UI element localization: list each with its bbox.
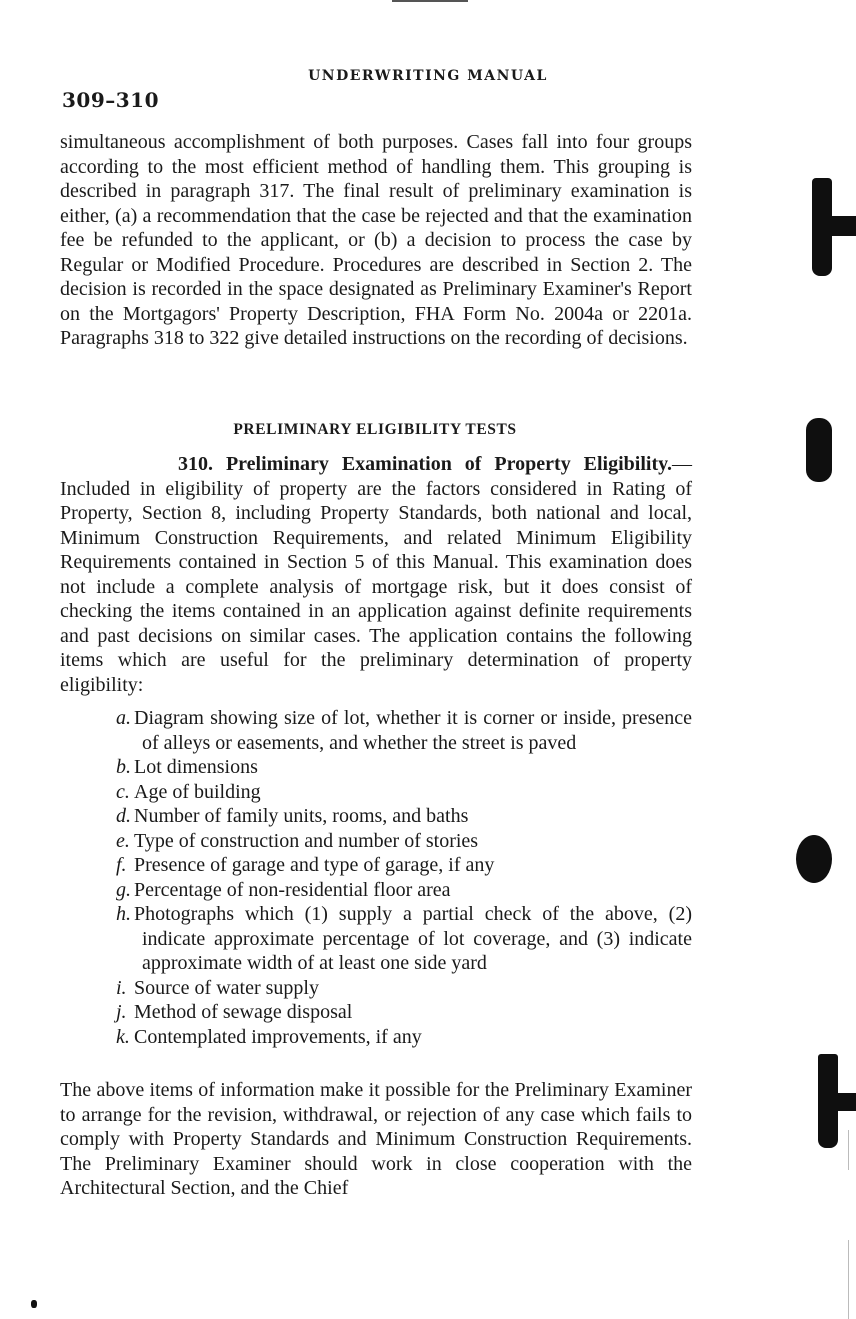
page-edge-line (848, 1130, 849, 1170)
item-list (116, 706, 692, 1049)
section-heading: PRELIMINARY ELIGIBILITY TESTS (233, 421, 517, 438)
list-item (116, 976, 692, 1001)
list-item (116, 706, 692, 755)
list-item-letter: b. (116, 756, 131, 778)
list-item-letter: c. (116, 780, 130, 803)
page-number: 309–310 (62, 88, 159, 112)
registration-mark-2 (806, 418, 832, 482)
list-item-letter: j. (116, 1001, 127, 1023)
list-item-text: Number of family units, rooms, and baths (134, 805, 469, 827)
list-item-text: Lot dimensions (134, 756, 258, 778)
list-item (116, 780, 692, 805)
list-item-letter: d. (116, 805, 131, 827)
scan-artifact-line (392, 0, 468, 2)
list-item-text: Photographs which (1) supply a partial check of the above, (2) indicate approximate percentage of lot coverage, and (3) indicate approximate width of at least one side yard (134, 903, 692, 974)
list-item (116, 755, 692, 780)
list-item (116, 1025, 692, 1050)
list-item-letter: k. (116, 1025, 130, 1048)
list-item (116, 1000, 692, 1025)
list-item-text: Presence of garage and type of garage, if any (134, 854, 495, 876)
list-item (116, 878, 692, 903)
list-item (116, 853, 692, 878)
list-item (116, 804, 692, 829)
paragraph-closing: The above items of information make it possible for the Preliminary Examiner to arrange for the revision, withdrawal, or rejection of any case which fails to comply with Property Standards and Minimum Construction Requirements. The Preliminary Examiner should work in close cooperation with the Architectural Section, and the Chief (60, 1079, 692, 1199)
list-item-letter: f. (116, 854, 127, 876)
scan-speck (31, 1300, 37, 1308)
list-item-text: Age of building (134, 780, 261, 803)
list-item (116, 902, 692, 976)
list-item (116, 829, 692, 854)
list-item-text: Percentage of non-residential floor area (134, 878, 451, 901)
list-item-text: Contemplated improvements, if any (134, 1025, 422, 1048)
list-item-letter: g. (116, 878, 131, 901)
running-head: UNDERWRITING MANUAL (308, 68, 548, 84)
list-item-text: Type of construction and number of stories (134, 829, 479, 852)
list-item-letter: e. (116, 829, 130, 852)
paragraph-310-body: —Included in eligibility of property are the factors considered in Rating of Property, Section 8, including Property Standards, both national and local, Minimum Construction Requirements, and related Minimum Eligibility Requirements contained in Section 5 of this Manual. This examination does not include a complete analysis of mortgage risk, but it does consist of checking the items contained in an application against definite requirements and past decisions on similar cases. The application contains the following items which are useful for the preliminary determination of property eligibility: (60, 453, 692, 696)
page-edge-line (848, 1240, 849, 1319)
list-item-text: Diagram showing size of lot, whether it is corner or inside, presence of alleys or easements, and whether the street is paved (134, 707, 692, 754)
paragraph-310-title: 310. Preliminary Examination of Property Eligibility. (178, 453, 672, 475)
list-item-letter: h. (116, 903, 131, 925)
list-item-text: Method of sewage disposal (134, 1001, 353, 1023)
paragraph-intro: simultaneous accomplishment of both purposes. Cases fall into four groups according to the most efficient method of handling them. This grouping is described in paragraph 317. The final result of preliminary examination is either, (a) a recommendation that the case be rejected and that the examination fee be refunded to the applicant, or (b) a decision to process the case by Regular or Modified Procedure. Procedures are described in Section 2. The decision is recorded in the space designated as Preliminary Examiner's Report on the Mortgagors' Property Description, FHA Form No. 2004a or 2201a. Paragraphs 318 to 322 give detailed instructions on the recording of decisions. (60, 131, 692, 349)
list-item-text: Source of water supply (134, 976, 319, 999)
list-item-letter: i. (116, 976, 127, 999)
paragraph-310 (60, 452, 692, 697)
registration-mark-3 (796, 835, 832, 883)
list-item-letter: a. (116, 707, 131, 729)
